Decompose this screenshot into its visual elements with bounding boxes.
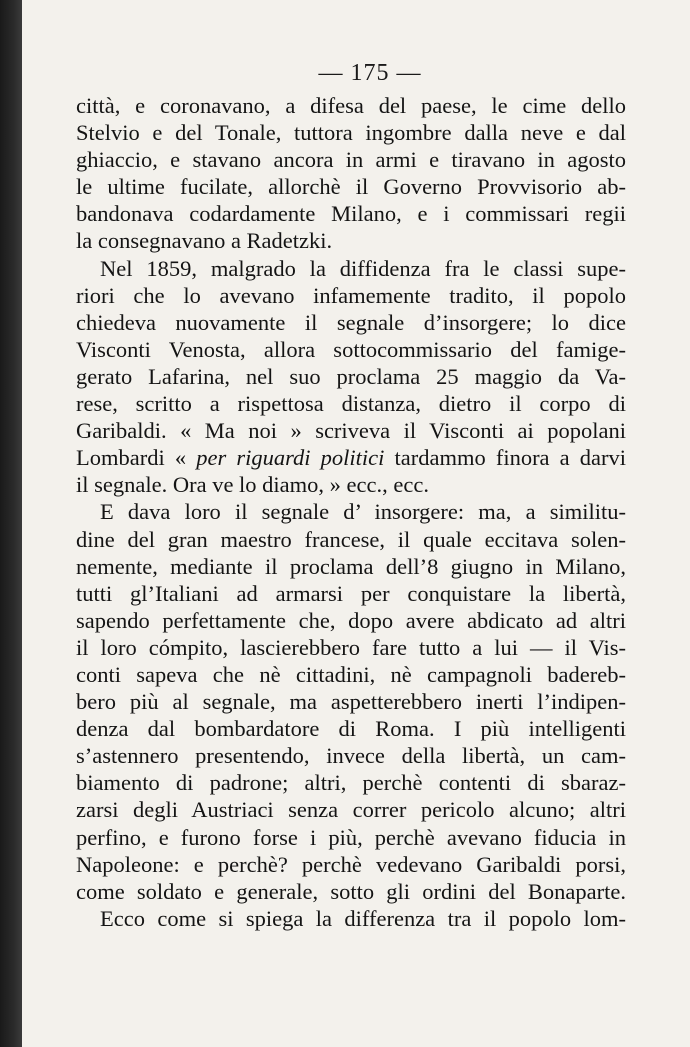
text-line: rese, scritto a rispettosa distanza, dietro il corpo di [76, 391, 626, 417]
text-line: le ultime fucilate, allorchè il Governo Provvisorio ab- [76, 174, 626, 200]
text-line: riori che lo avevano infamemente tradito, il popolo [76, 282, 626, 308]
text-line: dine del gran maestro francese, il quale eccitava solen- [76, 526, 626, 552]
text-line: denza dal bombardatore di Roma. I più intelligenti [76, 716, 626, 742]
text-line: sapendo perfettamente che, dopo avere abdicato ad altri [76, 607, 626, 633]
book-page [22, 0, 690, 1047]
text-line: Napoleone: e perchè? perchè vedevano Garibaldi porsi, [76, 851, 626, 877]
line-text: tardammo finora a darvi [384, 445, 626, 471]
text-line: chiedeva nuovamente il segnale d’insorgere; lo dice [76, 309, 626, 335]
text-line: ghiaccio, e stavano ancora in armi e tiravano in agosto [76, 147, 626, 173]
text-line [76, 444, 626, 471]
italic-phrase: per riguardi politici [196, 445, 385, 471]
text-line: città, e coronavano, a difesa del paese, le cime dello [76, 93, 626, 118]
text-line: E dava loro il segnale d’ insorgere: ma, a similitu- [100, 499, 626, 525]
text-line: la consegnavano a Radetzki. [76, 228, 333, 254]
text-line: zarsi degli Austriaci senza correr pericolo alcuno; altri [76, 797, 626, 823]
book-gutter-edge [0, 0, 22, 1047]
text-line: tutti gl’Italiani ad armarsi per conquistare la libertà, [76, 580, 626, 606]
text-line: bero più al segnale, ma aspetterebbero inerti l’indipen- [76, 689, 626, 715]
text-line: s’astennero presentendo, invece della libertà, un cam- [76, 743, 626, 769]
text-line: Ecco come si spiega la differenza tra il popolo lom- [100, 905, 626, 931]
text-line: bandonava codardamente Milano, e i commissari regii [76, 201, 626, 227]
body-text [76, 92, 626, 932]
line-text: Lombardi « [76, 445, 197, 471]
text-line: perfino, e furono forse i più, perchè avevano fiducia in [76, 824, 626, 850]
page-number: — 175 — [318, 60, 422, 86]
text-line: Stelvio e del Tonale, tuttora ingombre dalla neve e dal [76, 120, 626, 146]
text-line: gerato Lafarina, nel suo proclama 25 maggio da Va- [76, 363, 626, 389]
text-line: biamento di padrone; altri, perchè contenti di sbaraz- [76, 770, 626, 796]
text-line: conti sapeva che nè cittadini, nè campagnoli badereb- [76, 661, 626, 687]
text-line: il loro cómpito, lascierebbero fare tutto a lui — il Vis- [76, 634, 626, 660]
text-line: nemente, mediante il proclama dell’8 giugno in Milano, [76, 553, 626, 579]
text-line: il segnale. Ora ve lo diamo, » ecc., ecc. [76, 472, 429, 498]
text-line: Nel 1859, malgrado la diffidenza fra le classi supe- [100, 255, 626, 281]
text-line: come soldato e generale, sotto gli ordini del Bonaparte. [76, 878, 626, 904]
text-line: Garibaldi. « Ma noi » scriveva il Visconti ai popolani [76, 418, 626, 444]
text-line: Visconti Venosta, allora sottocommissario del famige- [76, 336, 626, 362]
